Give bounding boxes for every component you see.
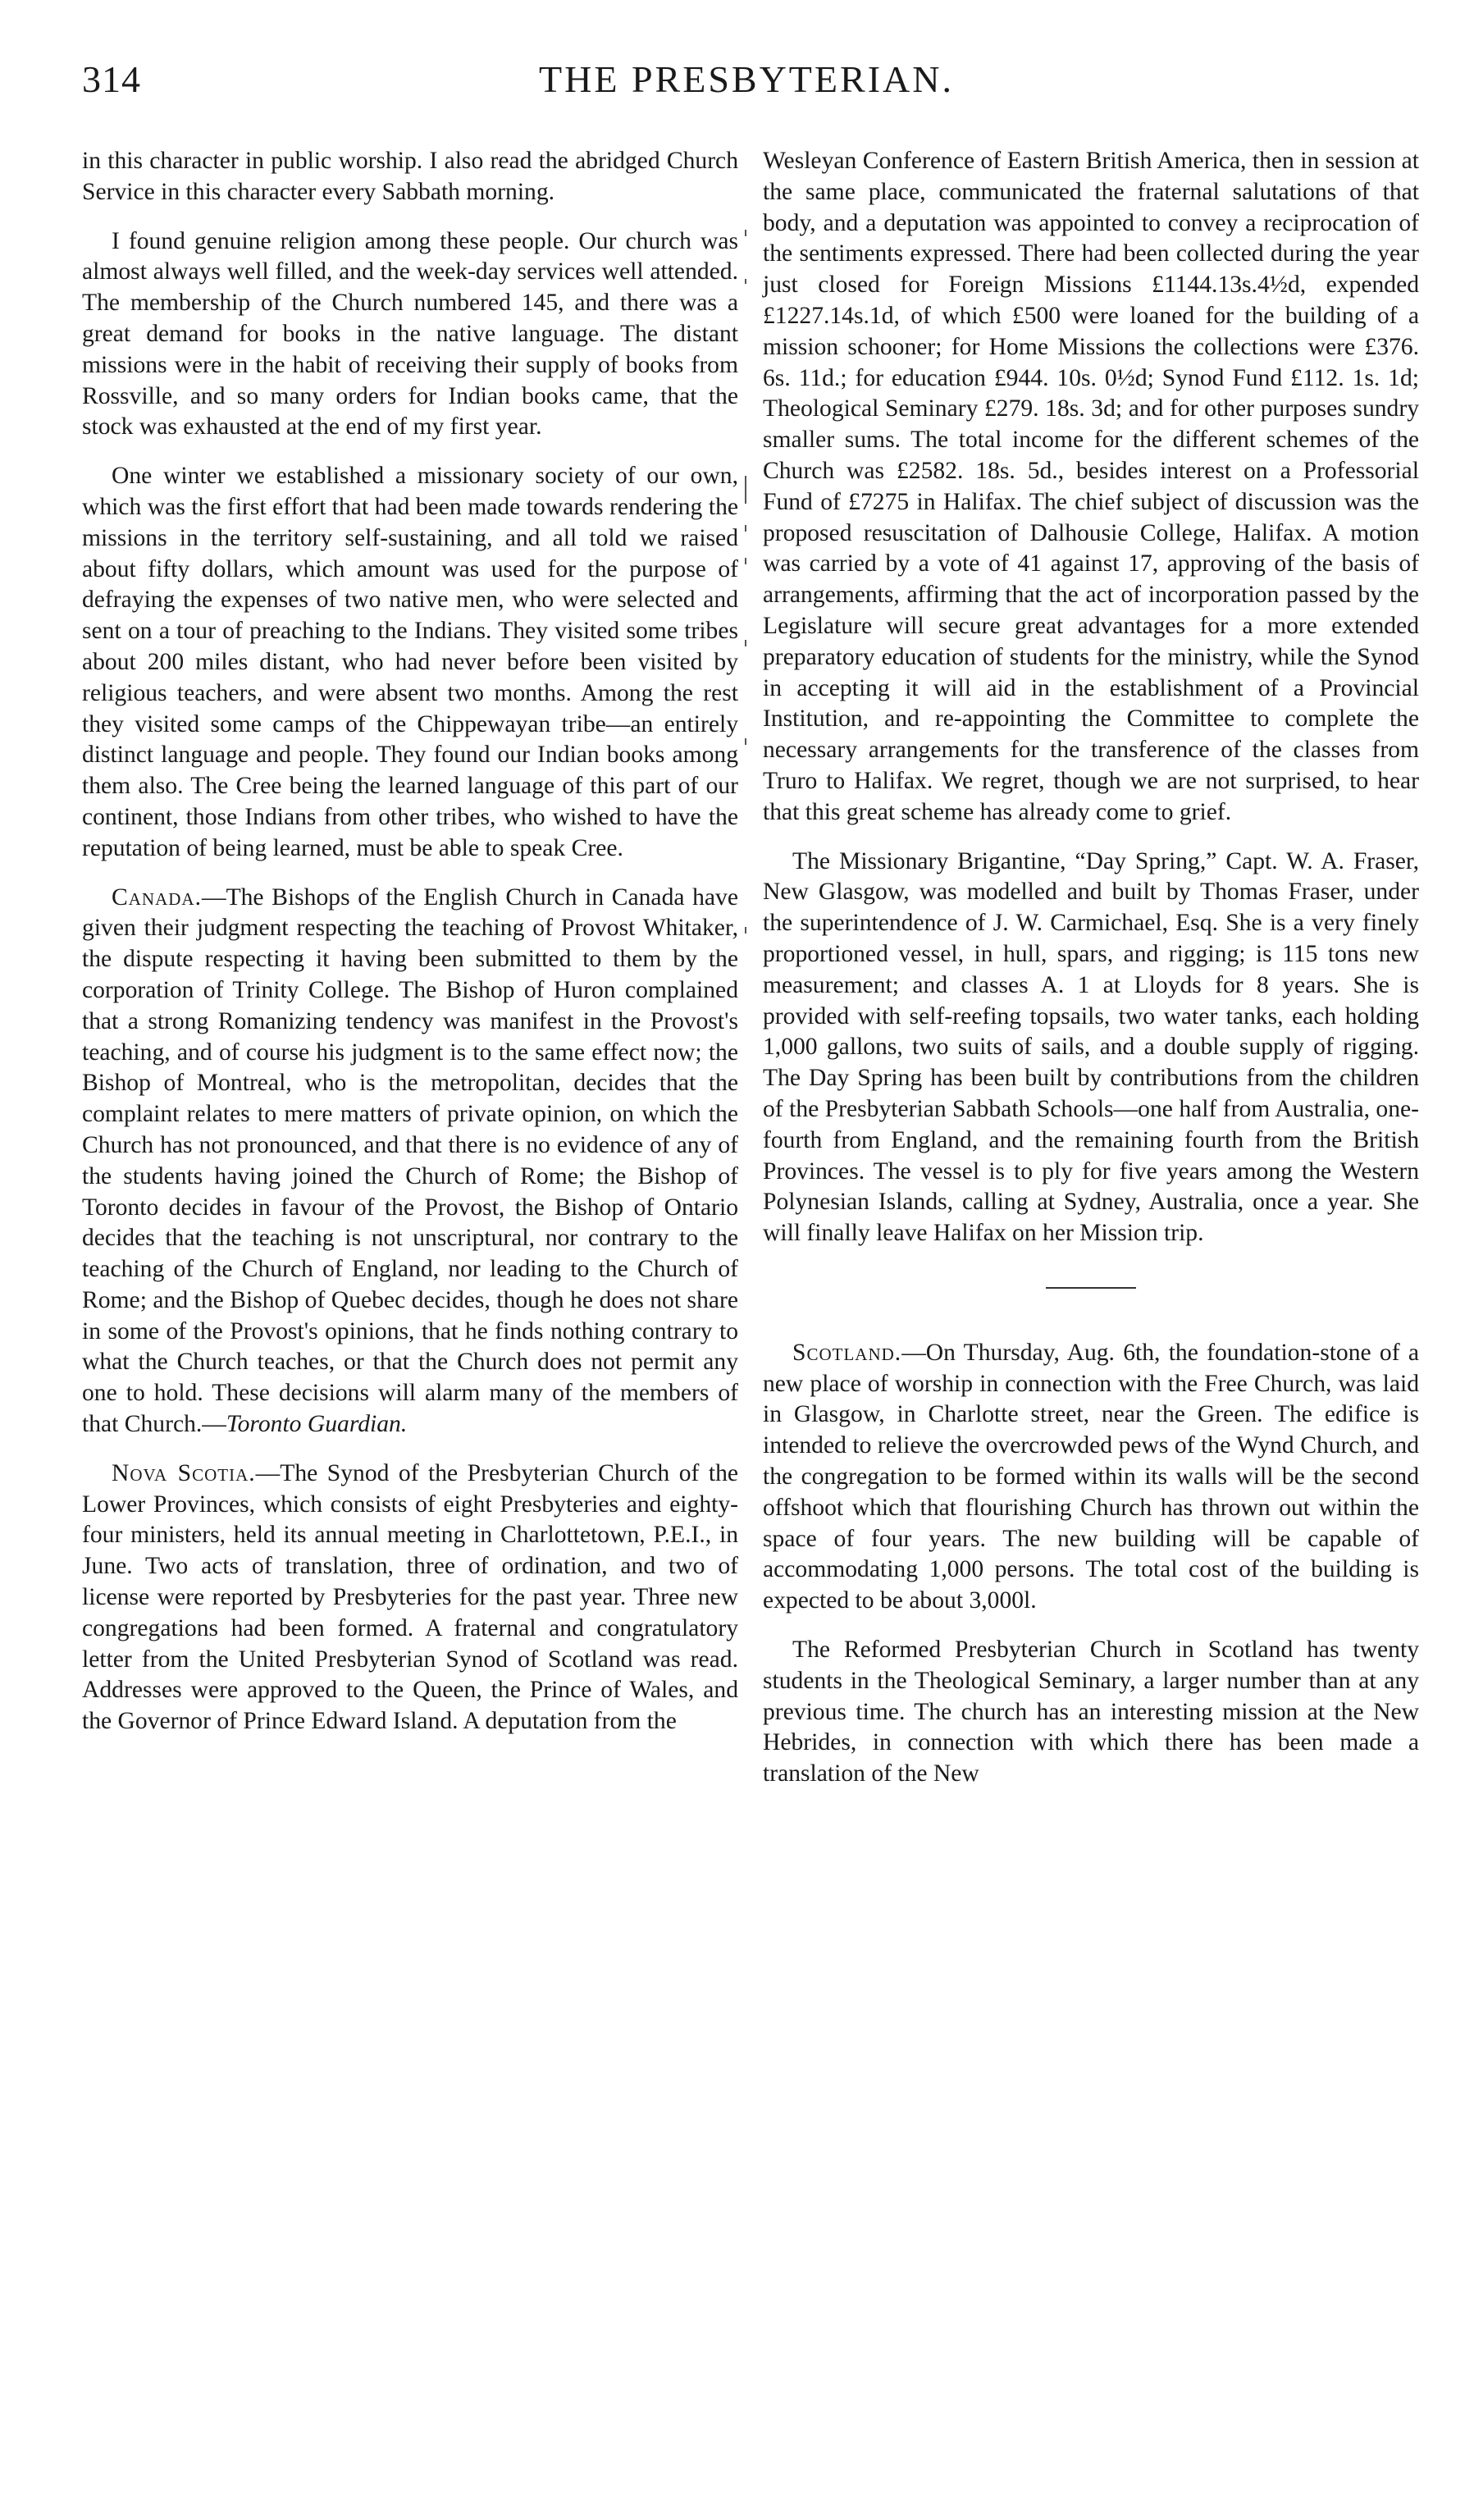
paragraph-day-spring: The Missionary Brigantine, “Day Spring,” Capt. W. A. Fraser, New Glasgow, was modelled and built by Thomas Fraser, under the superintendence of J. W. Carmichael, Esq. She is a very finely proportioned vessel, in hull, spars, and rigging; is 115 tons new measurement; and classes A. 1 at Lloyds for 8 years. She is provided with self-reefing topsails, two water tanks, each holding 1,000 gallons, two suits of sails, and a double supply of rigging. The Day Spring has been built by contributions from the children of the Presbyterian Sabbath Schools—one half from Australia, one-fourth from England, and the remaining fourth from the British Provinces. The vessel is to ply for five years among the Western Polynesian Islands, calling at Sydney, Australia, once a year. She will finally leave Halifax on her Mission trip.: [763, 847, 1419, 1247]
paragraph-missionary-society: One winter we established a missionary society of our own, which was the first effort that had been made towards rendering the missions in the territory self-sustaining, and all told we raised about fifty dollars, which amount was used for the purpose of defraying the expenses of two native men, who were selected and sent on a tour of preaching to the Indians. They visited some tribes about 200 miles distant, who had never before been visited by religious teachers, and were absent two months. Among the rest they visited some camps of the Chippewayan tribe—an entirely distinct language and people. They found our Indian books among them also. The Cree being the learned language of this part of our continent, those Indians from other tribes, who wished to have the reputation of being learned, must be able to speak Cree.: [82, 463, 738, 861]
section-heading-canada: Canada.: [112, 883, 202, 911]
paragraph-worship: in this character in public worship. I also read the abridged Church Service in this character every Sabbath morning.: [82, 148, 738, 205]
left-column: [82, 146, 738, 1755]
canada-source: Toronto Guardian.: [226, 1411, 408, 1438]
article-canada: [82, 883, 738, 1440]
scotland-body: —On Thursday, Aug. 6th, the foundation-stone of a new place of worship in connection with the Free Church, was laid in Glasgow, in Charlotte street, near the Green. The edifice is intended to relieve the overcrowded pews of the Wynd Church, and the congregation to be formed within its walls will be the second offshoot which that flourishing Church has thrown out within the space of four years. The new building will be capable of accommodating 1,000 persons. The total cost of the building is expected to be about 3,000l.: [763, 1339, 1419, 1614]
running-title: THE PRESBYTERIAN.: [539, 58, 954, 100]
paragraph-reformed-church: The Reformed Presbyterian Church in Scotland has twenty students in the Theological Seminary, a larger number than at any previous time. The church has an interesting mission at the New Hebrides, in connection with which there has been made a translation of the New: [763, 1637, 1419, 1787]
page-header: [82, 57, 1411, 123]
paragraph-genuine-religion: I found genuine religion among these people. Our church was almost always well filled, and the week-day services well attended. The membership of the Church numbered 145, and there was a great demand for books in the native language. The distant missions were in the habit of receiving their supply of books from Rossville, and so many orders for Indian books came, that the stock was exhausted at the end of my first year.: [82, 227, 738, 441]
canada-body: —The Bishops of the English Church in Canada have given their judgment respecting the teaching of Provost Whitaker, the dispute respecting it having been submitted to them by the corporation of Trinity College. The Bishop of Huron complained that a strong Romanizing tendency was manifest in the Provost's teaching, and of course his judgment is to the same effect now; the Bishop of Montreal, who is the metropolitan, decides that the complaint relates to mere matters of private opinion, on which the Church has not pronounced, and that there is no evidence of any of the students having joined the Church of Rome; the Bishop of Toronto decides in favour of the Provost, the Bishop of Ontario decides that the teaching is not unscriptural, nor contrary to the teaching of the Church of England, nor leading to the Church of Rome; and the Bishop of Quebec decides, though he does not share in some of the Provost's opinions, that he finds nothing contrary to what the Church teaches, or that the Church does not permit any one to hold. These decisions will alarm many of the members of that Church.—: [82, 883, 738, 1438]
article-nova-scotia: [82, 1459, 738, 1737]
nova-scotia-body: —The Synod of the Presbyterian Church of the Lower Provinces, which consists of eight Presbyteries and eighty-four ministers, held its annual meeting in Charlottetown, P.E.I., in June. Two acts of translation, three of ordination, and two of license were reported by Presbyteries for the past year. Three new congregations had been formed. A fraternal and congratulatory letter from the United Presbyterian Synod of Scotland was read. Addresses were approved to the Queen, the Prince of Wales, and the Governor of Prince Edward Island. A deputation from the: [82, 1459, 738, 1735]
column-gutter: [740, 230, 756, 1296]
article-scotland: [763, 1338, 1419, 1617]
section-heading-nova-scotia: Nova Scotia.: [112, 1459, 256, 1486]
right-column: [763, 146, 1419, 1808]
section-heading-scotland: Scotland.: [792, 1339, 902, 1366]
section-divider: [1046, 1287, 1136, 1289]
paragraph-synod-finances: Wesleyan Conference of Eastern British America, then in session at the same place, communicated the fraternal salutations of that body, and a deputation was appointed to convey a reciprocation of the sentiments expressed. There had been collected during the year just closed for Foreign Missions £1144.13s.4½d, expended £1227.14s.1d, of which £500 were loaned for the building of a mission schooner; for Home Missions the collections were £376. 6s. 11d.; for education £944. 10s. 0½d; Synod Fund £112. 1s. 1d; Theological Seminary £279. 18s. 3d; and for other purposes sundry smaller sums. The total income for the different schemes of the Church was £2582. 18s. 5d., besides interest on a Professorial Fund of £7275 in Halifax. The chief subject of discussion was the proposed resuscitation of Dalhousie College, Halifax. A motion was carried by a vote of 41 against 17, approving of the basis of arrangements, affirming that the act of incorporation passed by the Legislature will secure great advantages for a more extended preparatory education of students for the ministry, while the Synod in accepting it will aid in the establishment of a Provincial Institution, and re-appointing the Committee to complete the necessary arrangements for the transference of the classes from Truro to Halifax. We regret, though we are not surprised, to hear that this great scheme has already come to grief.: [763, 148, 1419, 825]
page-number: 314: [82, 58, 141, 100]
